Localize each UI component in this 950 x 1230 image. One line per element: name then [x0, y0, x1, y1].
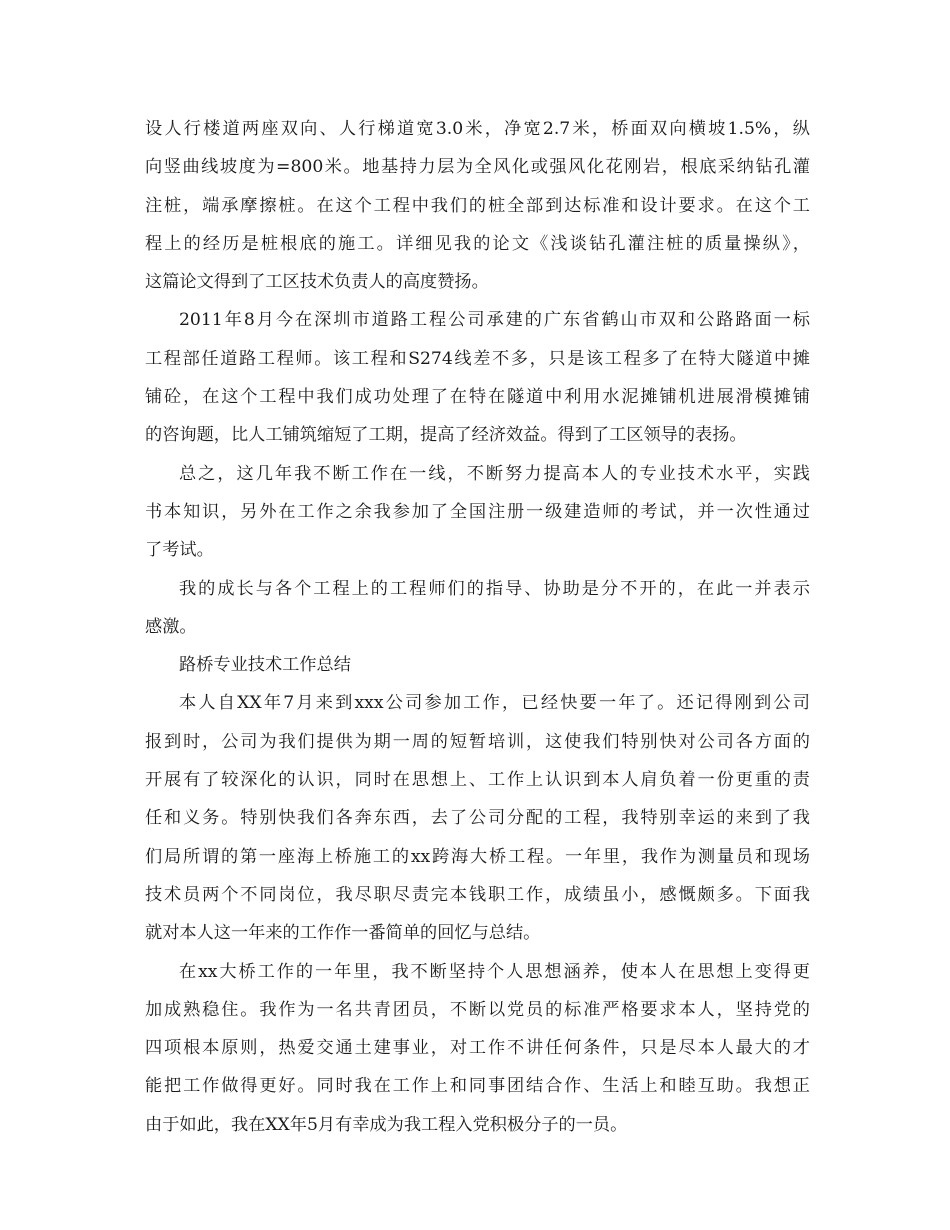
text-line: 设人行楼道两座双向、人行梯道宽3.0米，净宽2.7米，桥面双向横坡1.5%，纵: [145, 119, 810, 139]
text-line: 开展有了较深化的认识，同时在思想上、工作上认识到本人肩负着一份更重的责: [145, 770, 810, 791]
text-line: 注桩，端承摩擦桩。在这个工程中我们的桩全部到达标准和设计要求。在这个工: [145, 195, 810, 216]
text-line: 加成熟稳住。我作为一名共青团员，不断以党员的标准严格要求本人，坚持党的: [145, 999, 810, 1020]
text-line: 了考试。: [145, 540, 214, 561]
text-line: 书本知识，另外在工作之余我参加了全国注册一级建造师的考试，并一次性通过: [145, 501, 810, 522]
text-line: 任和义务。特别快我们各奔东西，去了公司分配的工程，我特别幸运的来到了我: [145, 808, 810, 829]
paragraph-first-line: 我的成长与各个工程上的工程师们的指导、协助是分不开的，在此一并表示: [179, 578, 810, 599]
document-body: [145, 110, 810, 1144]
text-line: 四项根本原则，热爱交通土建事业，对工作不讲任何条件，只是尽本人最大的才: [145, 1038, 810, 1059]
text-line: 的咨询题，比人工铺筑缩短了工期，提高了经济效益。得到了工区领导的表扬。: [145, 425, 747, 446]
paragraph-first-line: 总之，这几年我不断工作在一线，不断努力提高本人的专业技术水平，实践: [179, 463, 810, 484]
text-line: 程上的经历是桩根底的施工。详细见我的论文《浅谈钻孔灌注桩的质量操纵》，: [145, 233, 810, 254]
text-line: 这篇论文得到了工区技术负责人的高度赞扬。: [145, 272, 489, 293]
text-line: 报到时，公司为我们提供为期一周的短暂培训，这使我们特别快对公司各方面的: [145, 731, 810, 752]
text-line: 工程部任道路工程师。该工程和S274线差不多，只是该工程多了在特大隧道中摊: [145, 348, 810, 369]
paragraph-first-line: 路桥专业技术工作总结: [179, 655, 351, 676]
paragraph-first-line: 本人自XX年7月来到xxx公司参加工作，已经快要一年了。还记得刚到公司: [179, 693, 810, 714]
text-line: 就对本人这一年来的工作作一番简单的回忆与总结。: [145, 923, 541, 944]
text-line: 铺砼，在这个工程中我们成功处理了在特在隧道中利用水泥摊铺机进展滑模摊铺: [145, 387, 810, 408]
text-line: 们局所谓的第一座海上桥施工的xx跨海大桥工程。一年里，我作为测量员和现场: [145, 846, 810, 867]
text-line: 向竖曲线坡度为=800米。地基持力层为全风化或强风化花刚岩，根底采纳钻孔灌: [145, 157, 810, 178]
text-line: 由于如此，我在XX年5月有幸成为我工程入党积极分子的一员。: [145, 1114, 628, 1135]
text-line: 感激。: [145, 616, 197, 637]
paragraph-first-line: 2011年8月今在深圳市道路工程公司承建的广东省鹤山市双和公路路面一标: [179, 310, 810, 331]
text-line: 能把工作做得更好。同时我在工作上和同事团结合作、生活上和睦互助。我想正: [145, 1076, 810, 1097]
paragraph-first-line: 在xx大桥工作的一年里，我不断坚持个人思想涵养，使本人在思想上变得更: [179, 961, 810, 982]
text-line: 技术员两个不同岗位，我尽职尽责完本钱职工作，成绩虽小，感慨颇多。下面我: [145, 884, 810, 905]
